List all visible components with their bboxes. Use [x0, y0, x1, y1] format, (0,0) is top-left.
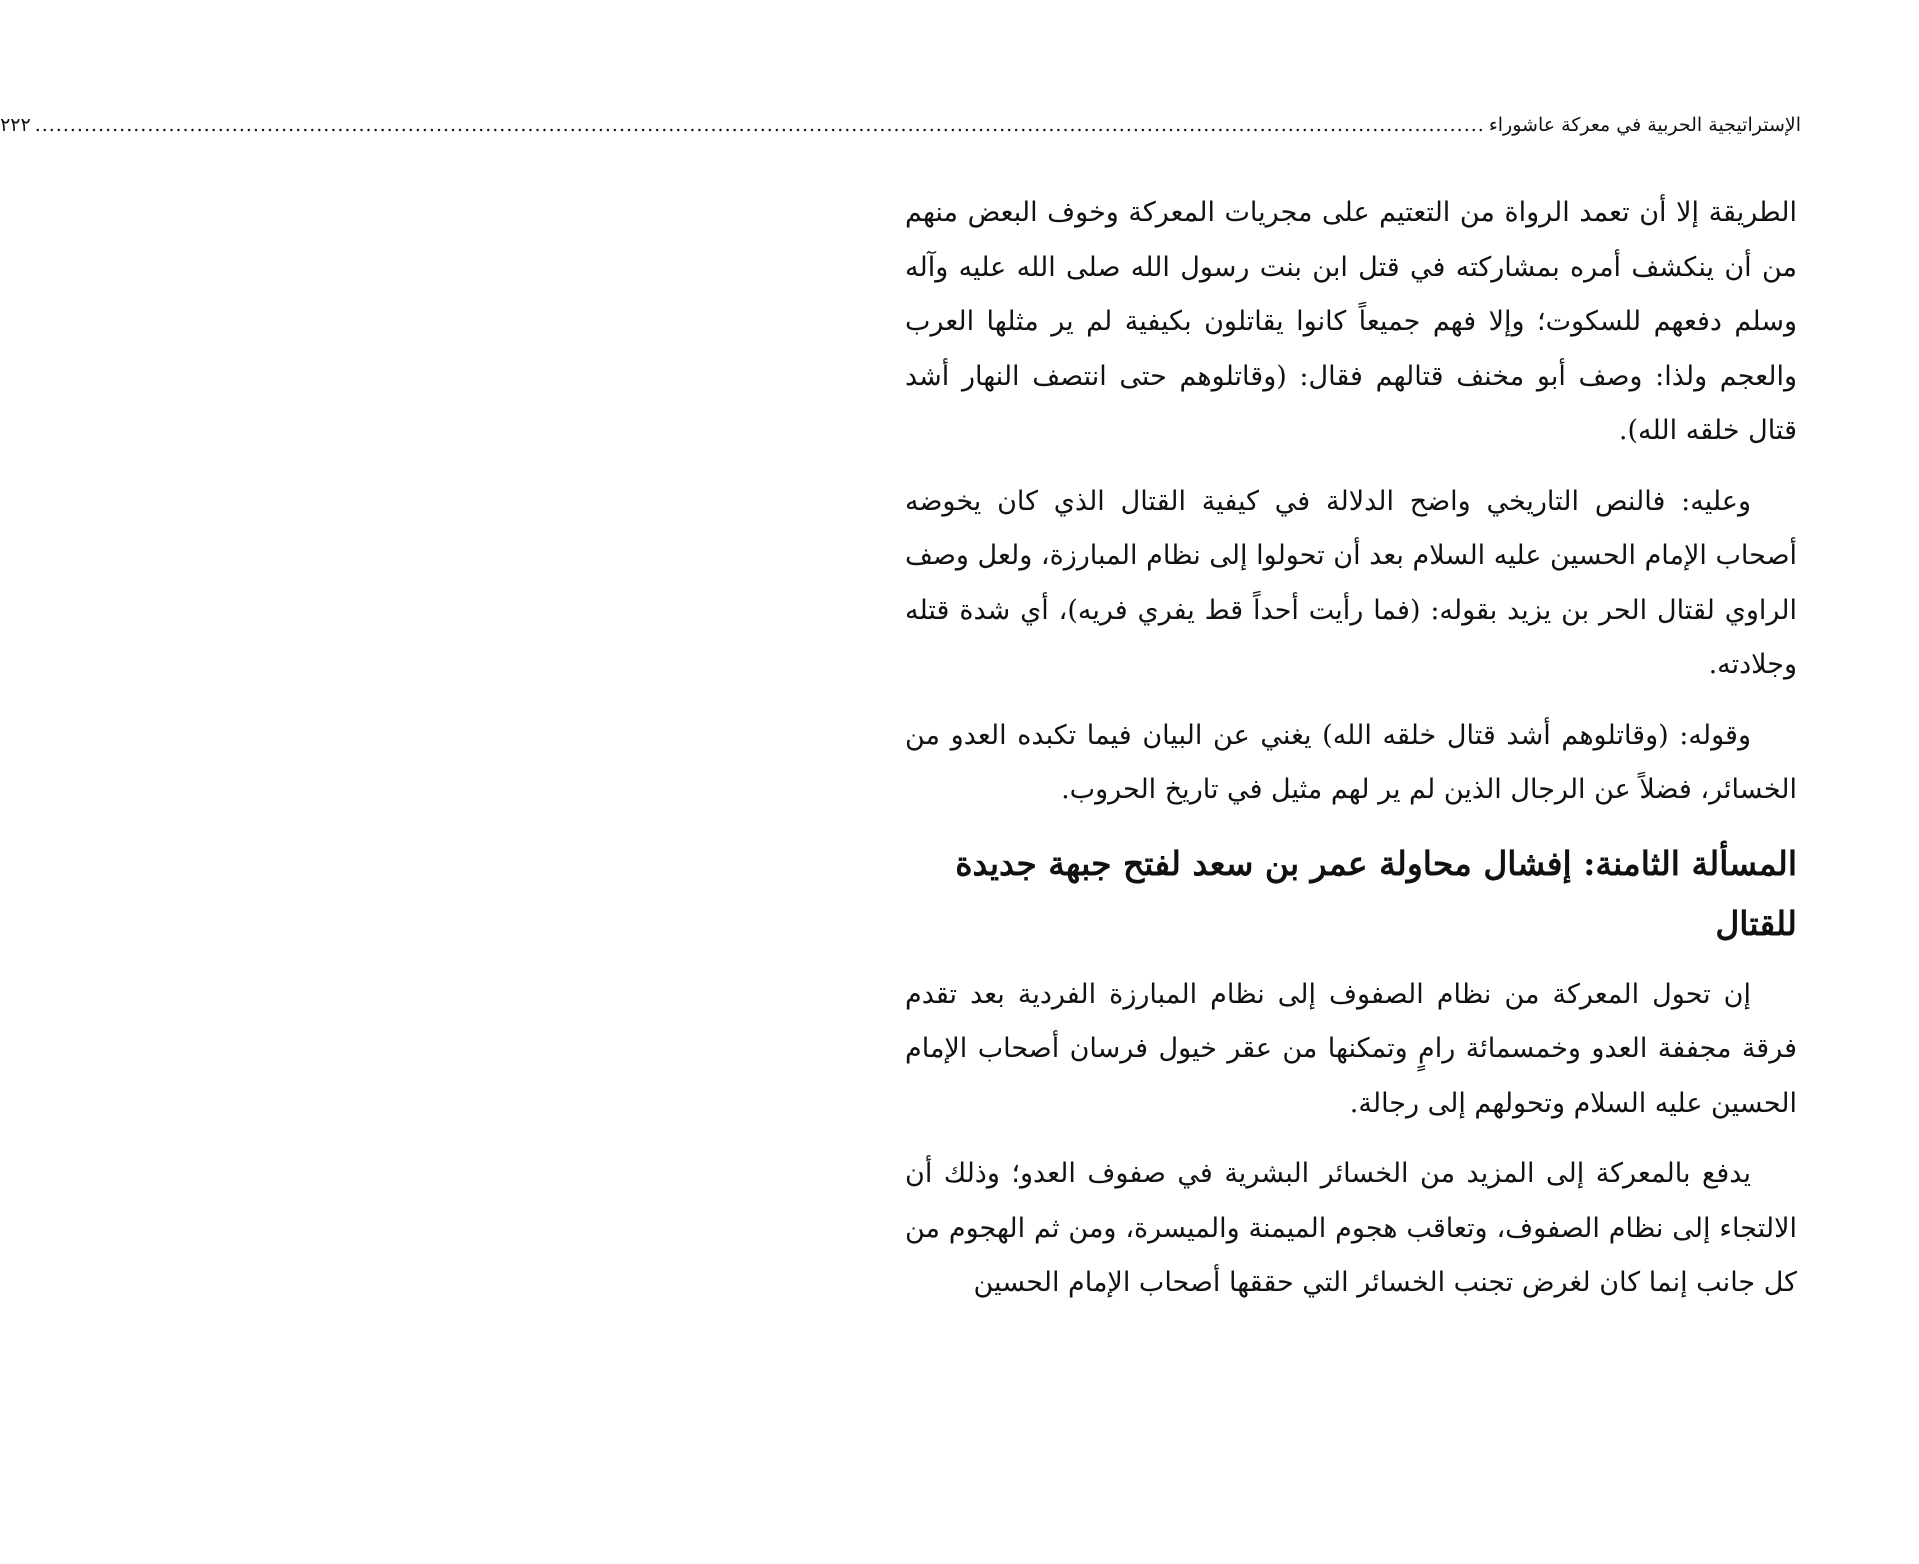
book-title: الإستراتيجية الحربية في معركة عاشوراء: [1488, 114, 1801, 136]
paragraph: إن تحول المعركة من نظام الصفوف إلى نظام المبارزة الفردية بعد تقدم فرقة مجففة العدو وخمسمائة رامٍ وتمكنها من عقر خيول فرسان أصحاب الإمام الحسين عليه السلام وتحولهم إلى رجالة.: [905, 978, 1798, 1119]
paragraph: وعليه: فالنص التاريخي واضح الدلالة في كيفية القتال الذي كان يخوضه أصحاب الإمام الحسين عليه السلام بعد أن تحولوا إلى نظام المبارزة، ولعل وصف الراوي لقتال الحر بن يزيد بقوله: (فما رأيت أحداً قط يفري فريه)، أي شدة قتله وجلادته.: [905, 485, 1797, 680]
section-heading: المسألة الثامنة: إفشال محاولة عمر بن سعد لفتح جبهة جديدة للقتال: [955, 843, 1797, 943]
page-body: [905, 186, 1797, 1327]
leader-dots: ..............................................................................................................................................................................................................: [34, 114, 1485, 136]
running-header: [0, 114, 1801, 144]
paragraph: يدفع بالمعركة إلى المزيد من الخسائر البشرية في صفوف العدو؛ وذلك أن الالتجاء إلى نظام الصفوف، وتعاقب هجوم الميمنة والميسرة، ومن ثم الهجوم من كل جانب إنما كان لغرض تجنب الخسائر التي حققها أصحاب الإمام الحسين: [905, 1158, 1797, 1298]
paragraph: الطريقة إلا أن تعمد الرواة من التعتيم على مجريات المعركة وخوف البعض منهم من أن ينكشف أمره بمشاركته في قتل ابن بنت رسول الله صلى الله عليه وآله وسلم دفعهم للسكوت؛ وإلا فهم جميعاً كانوا يقاتلون بكيفية لم ير مثلها العرب والعجم ولذا: وصف أبو مخنف قتالهم فقال: (وقاتلوهم حتى انتصف النهار أشد قتال خلقه الله).: [905, 197, 1797, 446]
page-number: ٢٢٢: [0, 114, 31, 136]
paragraph: وقوله: (وقاتلوهم أشد قتال خلقه الله) يغني عن البيان فيما تكبده العدو من الخسائر، فضلاً عن الرجال الذين لم ير لهم مثيل في تاريخ الحروب.: [905, 719, 1797, 805]
